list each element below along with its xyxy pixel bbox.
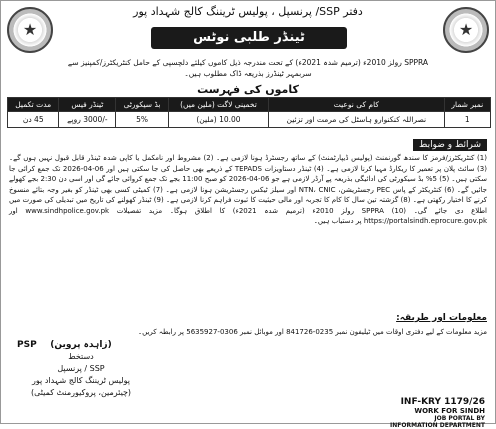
work-for-sindh-logo: WORK FOR SINDH xyxy=(414,407,485,415)
intro-text: SPPRA رولز 2010ء (ترمیم شدہ 2021ء) کے تحت مندرجہ ذیل کاموں کیلئے دلچسپی کے حامل کنٹریکٹرز/کمپنیز سے سربمہر ٹینڈرز بذریعہ ڈاک مطلوب ہیں۔ xyxy=(67,58,429,78)
col-cost: تخمینی لاگت (ملین میں) xyxy=(168,98,268,112)
table-row xyxy=(8,112,491,128)
terms-heading: شرائط و ضوابط xyxy=(413,139,487,151)
portal-line-2: INFORMATION DEPARTMENT xyxy=(390,422,485,429)
table-header-row xyxy=(8,98,491,112)
inf-reference: INF-KRY 1179/26 xyxy=(400,397,485,407)
footer-block xyxy=(390,397,485,429)
signatory-college: پولیس ٹریننگ کالج شہداد پور xyxy=(32,376,130,385)
office-header: دفتر SSP/ پرنسپل ، پولیس ٹریننگ کالج شہداد پور xyxy=(133,5,363,18)
signatory-name: (زاہدہ پروین) xyxy=(50,340,112,350)
terms-text: (1) کنٹریکٹرز/فرمز کا سندھ گورنمنٹ (پولیس ڈیپارٹمنٹ) کے ساتھ رجسٹرڈ ہونا لازمی ہے۔ (2) مشروط اور نامکمل یا کاپی شدہ ٹینڈر قابل قبول نہیں ہوں گے۔ (3) سائٹ پلان پر تعمیر کا ریکارڈ مہیا کرنا لازمی ہے۔ (4) ٹینڈر دستاویزات TEPADS کے ذریعے بھی حاصل کی جا سکتی ہیں اور 06-04-2026 تک جمع کرائی جا سکتی ہیں۔ (5) 5% بڈ سیکورٹی کی ادائیگی بذریعہ پے آرڈر لازمی ہے جو 06-04-2026 کو صبح 11:00 بجے تک جمع کروائی جائے گی اور اسی دن 2:30 بجے کھولے جائیں گے۔ (6) کنٹریکٹر کے پاس PEC رجسٹریشن، NTN، CNIC اور سیلز ٹیکس رجسٹریشن ہونا لازمی ہے۔ (7) کمیٹی کسی بھی ٹینڈر کو بغیر وجہ بتائے منسوخ کرنے کا اختیار رکھتی ہے۔ (8) گزشتہ تین سال کا کام کا تجربہ اور مالی حیثیت کا ثبوت فراہم کرنا لازمی ہے۔ (9) ٹینڈر کھولنے کی تاریخ میں تبدیلی کی صورت میں اطلاع دی جائے گی۔ (10) SPPRA رولز 2010ء (ترمیم شدہ 2021ء) کا اطلاق ہوگا۔ مزید تفصیلات www.sindhpolice.gov.pk اور https://portalsindh.eprocure.gov.pk پر دستیاب ہیں۔ xyxy=(9,154,488,225)
cell-cost: 10.00 (ملین) xyxy=(168,112,268,128)
works-heading: کاموں کی فہرست xyxy=(197,83,299,96)
cell-completion: 45 دن xyxy=(8,112,59,128)
signature-block xyxy=(17,339,141,399)
cell-tender-fee: -/3000 روپے xyxy=(59,112,116,128)
cell-bid-security: 5% xyxy=(116,112,169,128)
signatory-designation: SSP / پرنسپل xyxy=(57,364,105,373)
signatory-committee: (چیئرمین، پروکیورمنٹ کمیٹی) xyxy=(30,388,132,397)
col-tender-fee: ٹینڈر فیس xyxy=(59,98,116,112)
col-work: کام کی نوعیت xyxy=(269,98,445,112)
police-logo-left: ★ xyxy=(7,7,53,53)
col-serial: نمبر شمار xyxy=(444,98,490,112)
signature-psp: PSP xyxy=(17,340,37,350)
cell-serial: 1 xyxy=(444,112,490,128)
info-text: مزید معلومات کے لیے دفتری اوقات میں ٹیلیفون نمبر 0235-841726 اور موبائل نمبر 0306-5635927 پر رابطہ کریں۔ xyxy=(138,328,487,336)
works-table xyxy=(7,97,491,128)
signature-sd: دستخط xyxy=(68,352,94,361)
portal-line-1: JOB PORTAL BY xyxy=(434,415,485,422)
notice-title: ٹینڈر طلبی نوٹس xyxy=(151,27,347,49)
cell-work: نصراللہ کنکنوارو ہاسٹل کی مرمت اور تزئین xyxy=(269,112,445,128)
info-heading: معلومات اور طریقہ: xyxy=(396,313,487,323)
col-bid-security: بڈ سیکورٹی xyxy=(116,98,169,112)
police-logo-right: ★ xyxy=(443,7,489,53)
col-completion: مدت تکمیل xyxy=(8,98,59,112)
